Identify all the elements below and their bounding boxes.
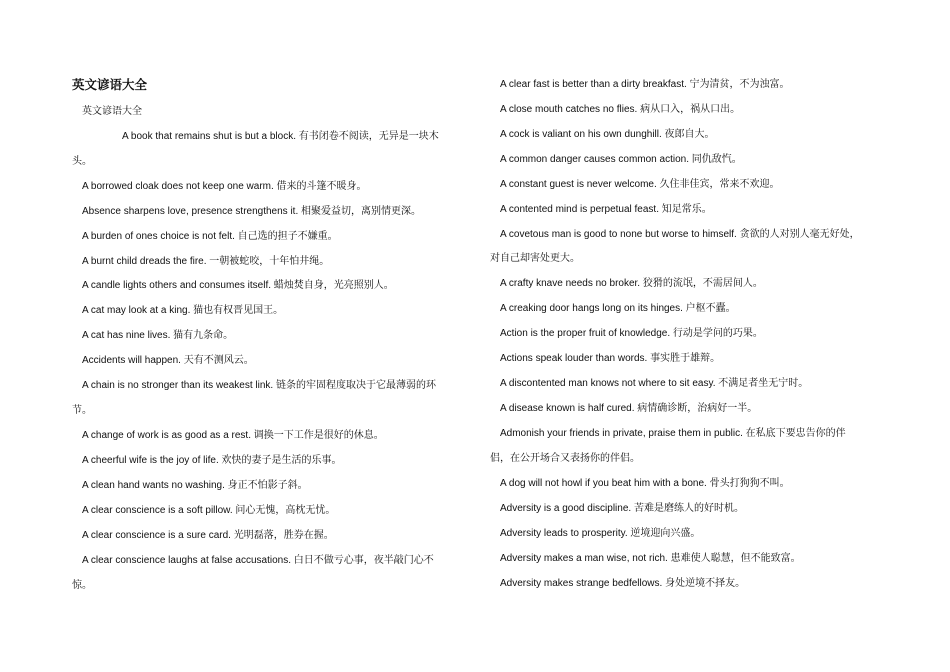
proverb-line: Adversity makes strange bedfellows. 身处逆境不择友。 xyxy=(500,578,746,589)
proverb-line: A burden of ones choice is not felt. 自己选的担子不嫌重。 xyxy=(82,231,338,242)
proverb-line: 节。 xyxy=(72,405,92,416)
proverb-line: Adversity makes a man wise, not rich. 患难使人聪慧，但不能致富。 xyxy=(500,553,801,564)
proverb-line: A covetous man is good to none but worse to himself. 贪欲的人对别人毫无好处， xyxy=(500,229,860,240)
proverb-line: Action is the proper fruit of knowledge. 行动是学问的巧果。 xyxy=(500,328,763,339)
proverb-line: A contented mind is perpetual feast. 知足常乐。 xyxy=(500,204,712,215)
proverb-line: 对自己却害处更大。 xyxy=(490,253,580,264)
proverb-line: Absence sharpens love, presence strengthens it. 相聚爱益切，离别情更深。 xyxy=(82,206,422,217)
proverb-line: A cat has nine lives. 猫有九条命。 xyxy=(82,330,234,341)
proverb-line: Accidents will happen. 天有不测风云。 xyxy=(82,355,254,366)
proverb-line: A creaking door hangs long on its hinges. 户枢不蠹。 xyxy=(500,303,736,314)
proverb-line: A discontented man knows not where to sit easy. 不满足者坐无宁时。 xyxy=(500,378,809,389)
proverb-line: Admonish your friends in private, praise them in public. 在私底下要忠告你的伴 xyxy=(500,428,846,439)
proverb-line: A clean hand wants no washing. 身正不怕影子斜。 xyxy=(82,480,308,491)
proverb-line: A chain is no stronger than its weakest link. 链条的牢固程度取决于它最薄弱的环 xyxy=(82,380,436,391)
proverb-line: A common danger causes common action. 同仇敌忾。 xyxy=(500,154,742,165)
proverb-line: A clear conscience is a sure card. 光明磊落，胜券在握。 xyxy=(82,530,334,541)
proverb-line: A candle lights others and consumes itself. 蜡烛焚自身，光亮照别人。 xyxy=(82,280,394,291)
proverb-line: A clear fast is better than a dirty breakfast. 宁为清贫，不为浊富。 xyxy=(500,79,790,90)
document-title: 英文谚语大全 xyxy=(72,78,148,92)
proverb-line: A burnt child dreads the fire. 一朝被蛇咬，十年怕井绳。 xyxy=(82,256,330,267)
proverb-line: 惊。 xyxy=(72,580,92,591)
proverb-line: A cock is valiant on his own dunghill. 夜郎自大。 xyxy=(500,129,715,140)
proverb-line: 侣，在公开场合又表扬你的伴侣。 xyxy=(490,453,640,464)
proverb-line: A clear conscience is a soft pillow. 问心无愧，高枕无忧。 xyxy=(82,505,336,516)
proverb-line: A close mouth catches no flies. 病从口入，祸从口出。 xyxy=(500,104,741,115)
proverb-line: A cat may look at a king. 猫也有权晋见国王。 xyxy=(82,305,284,316)
proverb-line: Actions speak louder than words. 事实胜于雄辩。 xyxy=(500,353,721,364)
proverb-line: Adversity is a good discipline. 苦难是磨练人的好时机。 xyxy=(500,503,744,514)
proverb-line: A crafty knave needs no broker. 狡猾的流氓，不需居间人。 xyxy=(500,278,763,289)
proverb-line: A cheerful wife is the joy of life. 欢快的妻子是生活的乐事。 xyxy=(82,455,342,466)
proverb-line: A constant guest is never welcome. 久住非佳宾，常来不欢迎。 xyxy=(500,179,780,190)
proverb-line: A book that remains shut is but a block. 有书闭卷不阅读，无异是一块木 xyxy=(122,131,439,142)
proverb-line: A clear conscience laughs at false accusations. 白日不做亏心事，夜半敲门心不 xyxy=(82,555,434,566)
proverb-line: A borrowed cloak does not keep one warm. 借来的斗篷不暖身。 xyxy=(82,181,367,192)
document-subtitle: 英文谚语大全 xyxy=(82,106,142,117)
proverb-line: A disease known is half cured. 病情确诊断，治病好一半。 xyxy=(500,403,758,414)
proverb-line: 头。 xyxy=(72,156,92,167)
proverb-line: Adversity leads to prosperity. 逆境迎向兴盛。 xyxy=(500,528,701,539)
proverb-line: A change of work is as good as a rest. 调换一下工作是很好的休息。 xyxy=(82,430,384,441)
proverb-line: A dog will not howl if you beat him with a bone. 骨头打狗狗不叫。 xyxy=(500,478,790,489)
